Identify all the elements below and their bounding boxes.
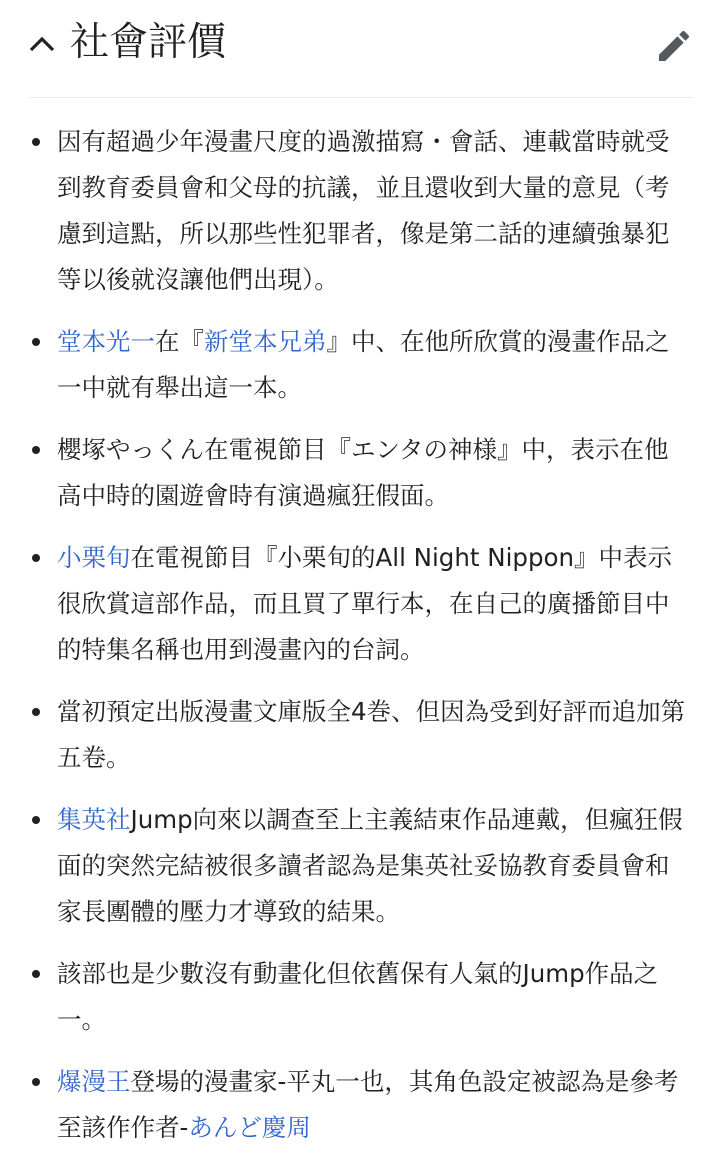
list-item	[0, 689, 720, 781]
bullet-icon	[32, 554, 40, 562]
list-item	[0, 119, 720, 303]
item-text: 』中、在他所欣賞的漫畫作品之一中就有舉出這一本。	[57, 327, 670, 402]
bullet-icon	[32, 816, 40, 824]
item-text: 在電視節目『小栗旬的All Night Nippon』中表示很欣賞這部作品，而且買了單行本，在自己的廣播節目中的特集名稱也用到漫畫內的台詞。	[57, 543, 673, 664]
list-item	[0, 797, 720, 935]
item-text: 登場的漫畫家-平丸一也，其角色設定被認為是參考至該作作者-	[57, 1067, 679, 1142]
list-item	[0, 951, 720, 1043]
chevron-up-icon[interactable]	[28, 31, 56, 59]
link-oguri-shun[interactable]: 小栗旬	[57, 543, 131, 572]
section-header[interactable]	[28, 0, 694, 98]
pencil-icon[interactable]	[654, 26, 694, 66]
bullet-list	[0, 119, 720, 1151]
bullet-icon	[32, 446, 40, 454]
list-item	[0, 427, 720, 519]
bullet-icon	[32, 338, 40, 346]
item-text: 在『	[155, 327, 204, 356]
section-content	[0, 119, 720, 1167]
bullet-icon	[32, 970, 40, 978]
section-title: 社會評價	[70, 20, 227, 65]
bullet-icon	[32, 708, 40, 716]
link-domoto-koichi[interactable]: 堂本光一	[57, 327, 155, 356]
item-text: 該部也是少數沒有動畫化但依舊保有人氣的Jump作品之一。	[57, 959, 659, 1034]
item-text: 當初預定出版漫畫文庫版全4巻、但因為受到好評而追加第五卷。	[57, 697, 686, 772]
item-text: 櫻塚やっくん在電視節目『エンタの神様』中，表示在他高中時的園遊會時有演過瘋狂假面。	[57, 435, 669, 510]
item-text: Jump向來以調查至上主義結束作品連戴，但瘋狂假面的突然完結被很多讀者認為是集英社妥協教育委員會和家長團體的壓力才導致的結果。	[57, 805, 683, 926]
item-text: 因有超過少年漫畫尺度的過激描寫・會話、連載當時就受到教育委員會和父母的抗議，並且還收到大量的意見（考慮到這點，所以那些性犯罪者，像是第二話的連續強暴犯等以後就沒讓他們出現）。	[57, 127, 670, 294]
bullet-icon	[32, 138, 40, 146]
link-ando-keishu[interactable]: あんど慶周	[188, 1113, 311, 1142]
bullet-icon	[32, 1078, 40, 1086]
list-item	[0, 535, 720, 673]
link-bakuman[interactable]: 爆漫王	[57, 1067, 131, 1096]
link-shin-domoto-kyodai[interactable]: 新堂本兄弟	[204, 327, 327, 356]
link-shueisha[interactable]: 集英社	[57, 805, 131, 834]
list-item	[0, 319, 720, 411]
list-item	[0, 1059, 720, 1151]
